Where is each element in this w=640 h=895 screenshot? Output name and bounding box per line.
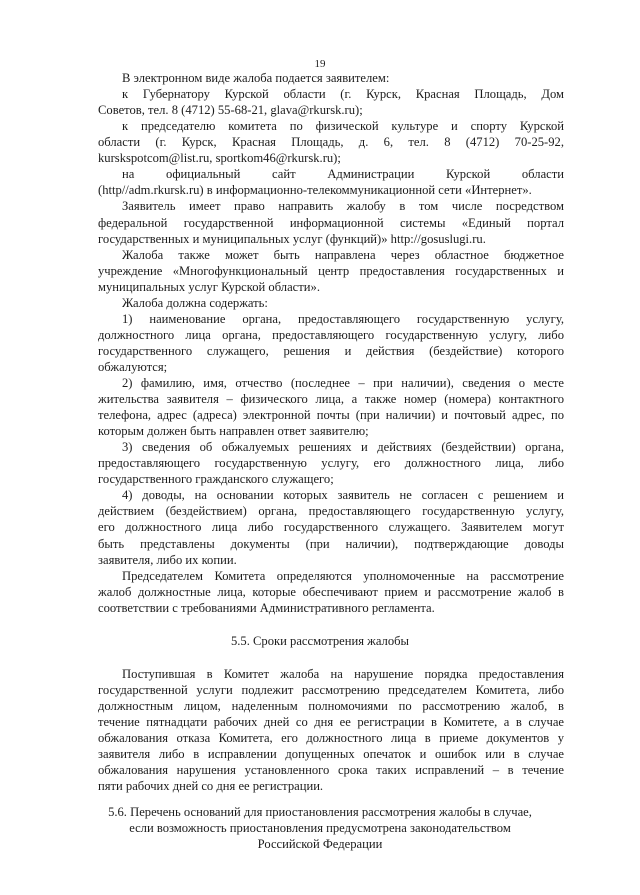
text-line: обжалования нарушения установленного срока таких исправлений – в течение [98,763,564,777]
text-line: Председателем Комитета определяются уполномоченные на рассмотрение [122,568,564,583]
text-line: быть представлены документы (при наличии), подтверждающие доводы [98,536,564,551]
text-line: заявителя либо в исправлении допущенных опечаток и ошибок или в случае [98,747,564,761]
page-number: 19 [314,58,326,70]
text-line: заявителя, либо их копии. [98,552,237,567]
text-line: Советов, тел. 8 (4712) 55-68-21, glava@rkursk.ru); [98,103,363,118]
text-line: Жалоба также может быть направлена через областное бюджетное [122,247,564,262]
text-line: области (г. Курск, Красная Площадь, д. 6, тел. 8 (4712) 70-25-92, [98,135,564,150]
section-heading-line: если возможность приостановления предусмотрена законодательством [129,821,511,836]
text-line: к председателю комитета по физической культуре и спорту Курской [122,119,564,134]
text-line: 3) сведения об обжалуемых решениях и действиях (бездействии) органа, [122,440,564,455]
section-heading-line: 5.6. Перечень оснований для приостановления рассмотрения жалобы в случае, [108,805,532,820]
text-line: течение пятнадцати рабочих дней со дня ее регистрации в Комитете, а в случае [98,714,564,729]
text-line: должностным лицом, наделенным полномочиями по рассмотрению жалоб, в [98,698,564,713]
section-heading-line: Российской Федерации [257,837,383,852]
text-line: обжалуются; [98,359,168,374]
section-heading-line: 5.5. Сроки рассмотрения жалобы [230,633,410,648]
text-line: на официальный сайт Администрации Курской области [122,167,564,182]
text-line: обжалования отказа Комитета, его должностного лица в приеме документов у [98,730,564,745]
text-line: Заявитель имеет право направить жалобу в том числе посредством [122,199,564,214]
text-line: жалоб должностные лица, которые обеспечивают прием и рассмотрение жалоб в [98,584,564,599]
text-line: которым должен быть направлен ответ заявителю; [98,424,369,439]
text-line: соответствии с требованиями Административного регламента. [98,600,435,615]
text-line: телефона, адрес (адреса) электронной почты (при наличии) и почтовый адрес, по [98,408,564,423]
text-line: действием (бездействием) органа, предоставляющего государственную услугу, [98,504,564,519]
text-line: муниципальных услуг Курской области». [98,279,320,294]
text-line: государственной услуги подлежит рассмотрению председателем Комитета, либо [98,682,564,697]
text-line: федеральной государственной информационной системы «Единый портал [98,215,564,230]
text-line: должностного лица органа, предоставляющего государственную услугу, либо [98,327,564,342]
text-line: пяти рабочих дней со дня ее регистрации. [98,779,324,794]
text-line: Жалоба должна содержать: [122,295,268,310]
text-line: (http//adm.rkursk.ru) в информационно-телекоммуникационной сети «Интернет». [98,183,532,198]
text-line: 4) доводы, на основании которых заявитель не согласен с решением и [122,488,564,503]
text-line: предоставляющего государственную услугу, его должностного лица, либо [98,456,564,471]
text-line: его должностного лица либо государственного служащего. Заявителем могут [98,520,564,535]
text-line: государственного служащего, решения и действия (бездействие) которого [98,343,564,358]
text-line: В электронном виде жалоба подается заявителем: [122,71,390,85]
text-line: kurskspotcom@list.ru, sportkom46@rkursk.ru); [98,151,341,166]
text-line: к Губернатору Курской области (г. Курск, Красная Площадь, Дом [122,87,564,101]
text-line: государственного гражданского служащего; [98,472,334,487]
text-line: 1) наименование органа, предоставляющего государственную услугу, [122,311,564,326]
text-line: 2) фамилию, имя, отчество (последнее – при наличии), сведения о месте [122,376,564,390]
text-line: жительства заявителя – физического лица, а также номер (номера) контактного [98,392,564,406]
text-line: учреждение «Многофункциональный центр предоставления государственных и [98,263,564,278]
text-line: Поступившая в Комитет жалоба на нарушение порядка предоставления [122,666,564,681]
text-line: государственных и муниципальных услуг (функций)» http://gosuslugi.ru. [98,231,486,246]
